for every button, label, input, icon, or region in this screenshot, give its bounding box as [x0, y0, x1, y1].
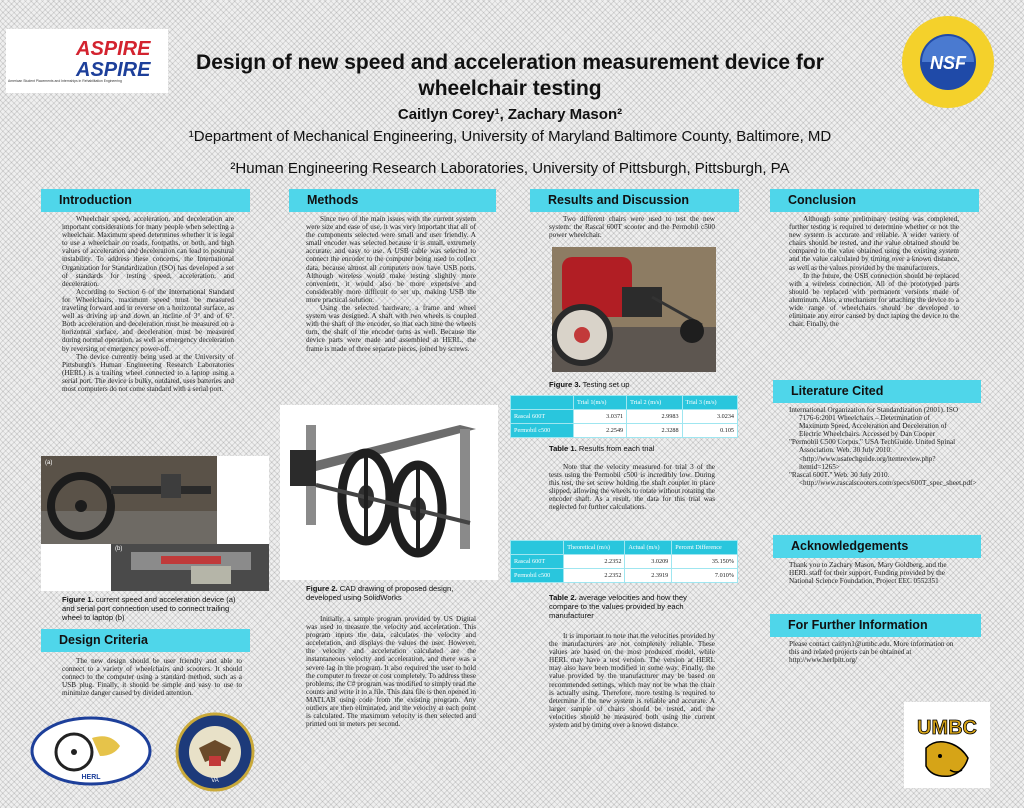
figure2-caption — [306, 584, 476, 602]
figure1-label-b: (b) — [115, 546, 123, 552]
figure1-photo — [41, 456, 269, 591]
aspire-logo — [6, 29, 168, 93]
literature-list — [789, 406, 977, 487]
results-paragraph: It is important to note that the velocities provided by the manufacturers are not completely reliable. These values are based on the most produced model, while HERL may have a test version. The version at HERL may also have been modified in some way. Finally, the value provided by the manufacturer may be based on recommended settings, which may not be what the chair is actually using. Therefore, more testing is required to determine if the new system is reliable and accurate. A larger sample of chairs should be tested, and the velocities should be measured both using the current system and by timing over a known distance. — [549, 632, 715, 730]
affiliation-2: ²Human Engineering Research Laboratories, University of Pittsburgh, Pittsburgh, PA — [230, 160, 790, 177]
results-paragraph: Two different chairs were used to test the new system: the Rascal 600T scooter and the Permobil c500 power wheelchair. — [549, 215, 715, 240]
acknowledgements-body: Thank you to Zachary Mason, Mary Goldberg, and the HERL staff for their support. Funding provided by the National Science Foundation, Project EEC 0552351 — [789, 561, 947, 586]
results-intro — [549, 215, 715, 239]
methods-paragraph: Using the selected hardware, a frame and wheel system was designed. A shaft with two wheels is coupled with the shaft of the encoder, so that each time the wheels turn, the shaft of the encoder turns as well. Because the device parts were made and assembled at HERL, the frame is made of three separate pieces, joined by screws. — [306, 304, 476, 353]
table-header-cell: Trial 1(m/s) — [573, 396, 626, 410]
table1-caption-text: Results from each trial — [576, 444, 655, 453]
results-end — [549, 632, 715, 729]
table-row — [511, 410, 738, 424]
herl-logo — [30, 716, 152, 786]
literature-item: International Organization for Standardization (2001). ISO 7176-6:2001 Wheelchairs – Determination of Maximum Speed, Acceleration and Deceleration of Electric Wheelchairs. Accessed by Dan Cooper — [789, 406, 959, 439]
figure3-graphic — [552, 247, 716, 372]
table2-caption-label: Table 2. — [549, 593, 577, 602]
va-logo — [175, 712, 255, 792]
table-header-row — [511, 541, 738, 555]
figure1-caption-label: Figure 1. — [62, 595, 94, 604]
literature-heading: Literature Cited — [773, 380, 981, 403]
poster-authors: Caitlyn Corey¹, Zachary Mason² — [397, 106, 623, 123]
aspire-tagline: American Student Placements and Internships in Rehabilitation Engineering — [8, 79, 122, 83]
nsf-logo-graphic — [900, 13, 996, 111]
svg-text:ASPIRE: ASPIRE — [76, 38, 151, 60]
table-cell: 3.0209 — [625, 555, 672, 569]
table-cell: 35.150% — [672, 555, 738, 569]
table-header-cell — [511, 396, 574, 410]
introduction-paragraph: According to Section 6 of the International Standard for Wheelchairs, maximum speed must be measured traveling forward and in reverse on a horizontal surface, as well as driving up and down an incline of 3° and of 6°. Both acceleration and deceleration must be measured on a horizontal surface, and deceleration must be measured during normal operation, as well as emergency deceleration by reversing or emergency power-off. — [62, 287, 234, 353]
table-cell: 7.010% — [672, 569, 738, 583]
table-header-cell: Percent Difference — [672, 541, 738, 555]
figure1-caption — [62, 595, 242, 622]
aspire-logo-graphic — [6, 29, 168, 93]
figure2-caption-label: Figure 2. — [306, 584, 338, 593]
methods-body — [306, 215, 476, 353]
va-logo-graphic — [175, 712, 255, 792]
table-cell: 2.9983 — [627, 410, 682, 424]
table-cell: 2.2352 — [564, 569, 625, 583]
poster-title: Design of new speed and acceleration measurement device for wheelchair testing — [196, 51, 824, 100]
table-cell: 2.3919 — [625, 569, 672, 583]
acknowledgements-heading: Acknowledgements — [773, 535, 981, 558]
table2-caption-text: average velocities and how they compare to the values provided by each manufacturer — [549, 593, 687, 620]
figure2-caption-text: CAD drawing of proposed design, developed using SolidWorks — [306, 584, 454, 602]
design-criteria-heading: Design Criteria — [41, 629, 250, 652]
herl-logo-graphic — [30, 716, 152, 786]
conclusion-body — [789, 215, 959, 328]
table-row-label: Permobil c500 — [511, 424, 574, 438]
literature-item: "Rascal 600T." Web. 30 July 2010. <http://www.rascalscooters.com/specs/600T_spec_sheet.pdf> — [789, 470, 977, 487]
further-info-heading: For Further Information — [770, 614, 981, 637]
figure1-caption-text: current speed and acceleration device (a) and serial port connection used to connect trailing wheel to laptop (b) — [62, 595, 236, 622]
literature-item: "Permobil C500 Corpus." USA TechGuide. United Spinal Association. Web. 30 July 2010. <http://www.usatechguide.org/itemreview.php?itemid=1265> — [789, 438, 956, 471]
results-paragraph: Note that the velocity measured for trial 3 of the tests using the Permobil c500 is incredibly low. During this test, the set screw holding the shaft coupler in place slipped, allowing the wheels to rotate without rotating the encoder shaft. As a result, the data for this trial was neglected for further calculations. — [549, 463, 715, 512]
figure3-photo — [552, 247, 716, 372]
table-row-label: Rascal 600T — [511, 410, 574, 424]
table2-caption — [549, 593, 709, 620]
table-cell: 2.3288 — [627, 424, 682, 438]
table-cell: 2.2352 — [564, 555, 625, 569]
table-row — [511, 569, 738, 583]
nsf-logo — [900, 13, 996, 111]
umbc-text: UMBC — [917, 717, 977, 739]
table-cell: 2.2549 — [573, 424, 626, 438]
results-heading: Results and Discussion — [530, 189, 739, 212]
table1-caption-label: Table 1. — [549, 444, 577, 453]
table-header-row — [511, 396, 738, 410]
results-mid — [549, 463, 715, 512]
results-table-2 — [510, 540, 738, 583]
methods-body-2 — [306, 615, 476, 728]
methods-paragraph: Initially, a sample program provided by US Digital was used to measure the velocity and acceleration. This program inputs the data, calculates the velocity and acceleration, and displays the values the user. However, the velocity and acceleration calculated are the instantaneous velocity and acceleration, and there was a severe lag in the program. It also required the user to hold the computer to freeze or cost completely. To address these problems, the C# program was modified to simply read the counts and write it to a file. This data file is then opened in MATLAB using code from the existing program. Any outliers are then eliminated, and the velocity at each point is calculated. The maximum velocity is then selected and printed out in meters per second. — [306, 615, 476, 729]
table-cell: 3.0234 — [682, 410, 737, 424]
nsf-text: NSF — [930, 53, 966, 73]
table-header-cell: Actual (m/s) — [625, 541, 672, 555]
herl-text: HERL — [81, 774, 101, 781]
figure2-cad-drawing — [280, 405, 498, 580]
table-header-cell: Trial 2 (m/s) — [627, 396, 682, 410]
table-header-cell — [511, 541, 564, 555]
umbc-logo — [904, 702, 990, 788]
table-row — [511, 555, 738, 569]
figure3-caption-label: Figure 3. — [549, 380, 581, 389]
table-row — [511, 424, 738, 438]
figure1-label-a: (a) — [45, 460, 53, 466]
results-table-1 — [510, 395, 738, 438]
table-header-cell: Theoretical (m/s) — [564, 541, 625, 555]
affiliation-1: ¹Department of Mechanical Engineering, University of Maryland Baltimore County, Baltimore, MD — [188, 128, 832, 145]
svg-text:ASPIRE: ASPIRE — [76, 59, 151, 81]
va-text: VA — [211, 778, 219, 784]
introduction-heading: Introduction — [41, 189, 250, 212]
figure1-graphic — [41, 456, 269, 591]
introduction-paragraph: Wheelchair speed, acceleration, and deceleration are important considerations for many people when selecting a wheelchair. Maximum speed determines whether it is legal to use a wheelchair on roads, footpaths, or both, and high values of acceleration and deceleration can lead to postural instability. To address these concerns, the International Organization for Standardization (ISO) has developed a set of standards for testing speed, acceleration, and deceleration. — [62, 215, 234, 288]
introduction-paragraph: The device currently being used at the University of Pittsburgh's Human Engineering Research Laboratories (HERL) is a trailing wheel connected to a laptop using a serial port. The device is bulky, outdated, uses batteries and most computers do not come standard with a serial port. — [62, 352, 234, 393]
conclusion-paragraph: Although some preliminary testing was completed, further testing is required to determine whether or not the new system is accurate and reliable. A wider variety of chairs should be tested, and the value obtained should be compared to the value obtained using the existing system and the value calculated by timing over a known distance, as well as the values provided by the manufacturers. — [789, 215, 959, 272]
table1-caption — [549, 444, 709, 453]
conclusion-paragraph: In the future, the USB connection should be replaced with a wireless connection. All of the prototyped parts should be replaced with permanent versions made of aluminum. Also, a mechanism for attaching the device to a wide range of wheelchairs should be developed to eliminate any error caused by duct taping the device to the chair. Finally, the — [789, 271, 959, 329]
methods-heading: Methods — [289, 189, 496, 212]
design-criteria-body — [62, 657, 242, 697]
table-header-cell: Trial 3 (m/s) — [682, 396, 737, 410]
table-cell: 3.0371 — [573, 410, 626, 424]
design-criteria-paragraph: The new design should be user friendly and able to connect to a variety of wheelchairs and scooters. It should connect to the computer using a standard method, such as a USB plug. Finally, it should be simple and easy to use to minimize danger caused by divided attention. — [62, 657, 242, 698]
figure3-caption — [549, 380, 709, 389]
table-cell: 0.105 — [682, 424, 737, 438]
table-row-label: Rascal 600T — [511, 555, 564, 569]
figure3-caption-text: Testing set up — [580, 380, 630, 389]
conclusion-heading: Conclusion — [770, 189, 979, 212]
further-info-body: Please contact caitlyn1@umbc.edu. More information on this and related projects can be obtained at http://www.herlpitt.org/ — [789, 640, 954, 665]
introduction-body — [62, 215, 234, 393]
table-row-label: Permobil c500 — [511, 569, 564, 583]
umbc-logo-graphic — [904, 702, 990, 788]
figure2-graphic — [280, 405, 498, 580]
methods-paragraph: Since two of the main issues with the current system were size and ease of use, it was very important that all of the components selected were small and user friendly. A small encoder was selected because it is small, extremely accurate, and easy to use. A USB cable was selected to connect the encoder to the computer being used to collect data, because almost all computers now have USB ports. Although wireless would make testing slightly more convenient, it would also be more expensive and considerably more difficult to set up, making USB the more practical solution. — [306, 215, 476, 304]
